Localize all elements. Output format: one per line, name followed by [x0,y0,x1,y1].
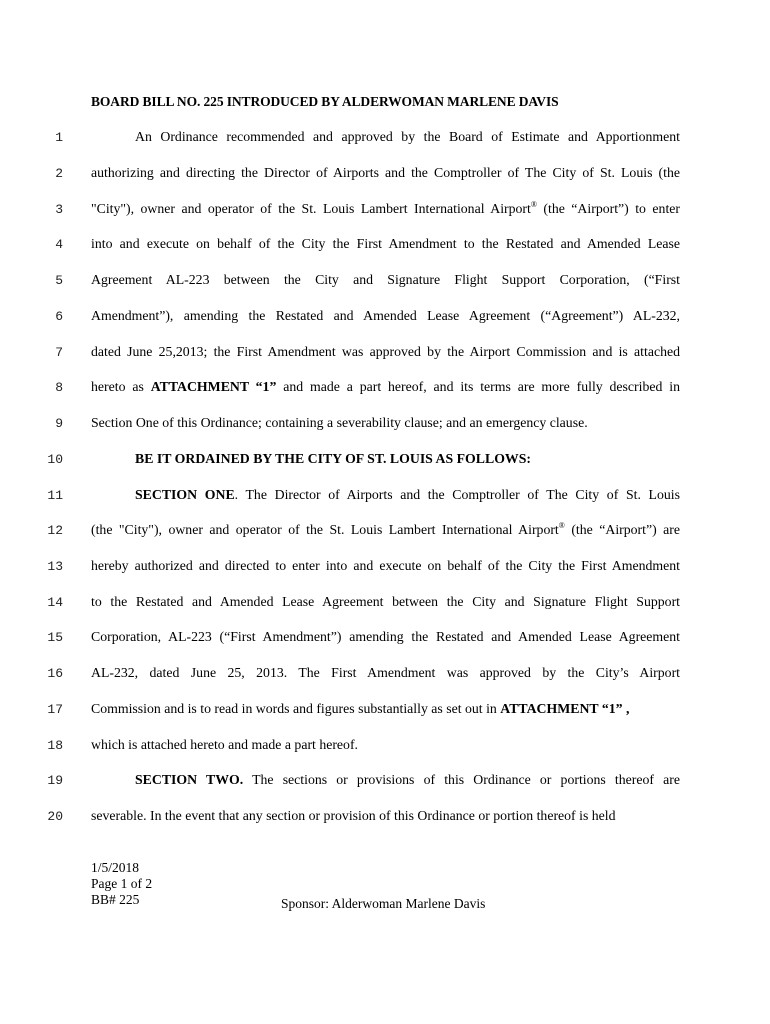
line-text: (the “Airport”) to enter [536,201,680,216]
footer-info [91,860,152,908]
document-line [91,271,680,289]
line-number: 12 [47,523,63,538]
line-text: Section One of this Ordinance; containing a severability clause; and an emergency clause. [91,415,588,430]
document-line [135,486,680,504]
registered-mark: ® [530,200,537,209]
footer-sponsor: Sponsor: Alderwoman Marlene Davis [281,896,486,911]
bold-text: SECTION ONE [135,487,235,502]
document-line [91,164,680,182]
line-text: An Ordinance recommended and approved by the Board of Estimate and Apportionment [135,129,680,144]
bold-text: BE IT ORDAINED BY THE CITY OF ST. LOUIS AS FOLLOWS: [135,451,531,466]
document-line [91,521,680,539]
document-line [91,557,680,575]
line-text: Amendment”), amending the Restated and Amended Lease Agreement (“Agreement”) AL-232, [91,308,680,323]
line-text: to the Restated and Amended Lease Agreement between the City and Signature Flight Support [91,594,680,609]
document-line [91,628,680,646]
line-number: 4 [55,237,63,252]
registered-mark: ® [558,521,565,530]
line-number: 3 [55,202,63,217]
line-text: . The Director of Airports and the Comptroller of The City of St. Louis [234,487,680,502]
line-number: 13 [47,559,63,574]
document-line [135,128,680,146]
line-number: 11 [47,488,63,503]
line-number: 20 [47,809,63,824]
document-line [91,235,680,253]
line-number: 2 [55,166,63,181]
line-text: The sections or provisions of this Ordinance or portions thereof are [243,772,680,787]
footer-bill-number: BB# 225 [91,892,140,907]
line-number: 8 [55,380,63,395]
line-text: AL-232, dated June 25, 2013. The First Amendment was approved by the City’s Airport [91,665,680,680]
document-line [91,807,680,825]
line-number: 10 [47,452,63,467]
document-line [91,307,680,325]
line-number: 15 [47,630,63,645]
line-number: 17 [47,702,63,717]
document-line [91,736,680,754]
footer-date: 1/5/2018 [91,860,140,875]
line-number: 7 [55,345,63,360]
line-number: 14 [47,595,63,610]
line-text: (the "City"), owner and operator of the St. Louis Lambert International Airport [91,522,559,537]
line-text: Agreement AL-223 between the City and Signature Flight Support Corporation, (“First [91,272,680,287]
line-number: 5 [55,273,63,288]
line-number: 6 [55,309,63,324]
line-number: 16 [47,666,63,681]
line-number: 1 [55,130,63,145]
document-line [91,200,680,218]
footer-page-number: Page 1 of 2 [91,876,153,891]
line-text: Corporation, AL-223 (“First Amendment”) amending the Restated and Amended Lease Agreement [91,629,680,644]
line-text: into and execute on behalf of the City the First Amendment to the Restated and Amended Lease [91,236,680,251]
line-text: Commission and is to read in words and figures substantially as set out in [91,701,501,716]
document-line [135,450,680,468]
bold-text: ATTACHMENT “1” , [500,701,630,716]
line-text: dated June 25,2013; the First Amendment was approved by the Airport Commission and is attached [91,344,680,359]
line-text: "City"), owner and operator of the St. Louis Lambert International Airport [91,201,531,216]
line-number: 9 [55,416,63,431]
line-text: hereby authorized and directed to enter into and execute on behalf of the City the First Amendment [91,558,680,573]
line-text: authorizing and directing the Director of Airports and the Comptroller of The City of St. Louis (the [91,165,680,180]
line-text: and made a part hereof, and its terms are more fully described in [276,379,680,394]
line-text: which is attached hereto and made a part hereof. [91,737,358,752]
bill-title: BOARD BILL NO. 225 INTRODUCED BY ALDERWOMAN MARLENE DAVIS [91,94,559,109]
document-line [91,664,680,682]
document-line [91,343,680,361]
document-line [91,378,680,396]
line-text: hereto as [91,379,151,394]
document-line [91,414,680,432]
document-line [135,771,680,789]
line-number: 19 [47,773,63,788]
bold-text: ATTACHMENT “1” [150,379,277,394]
document-line [91,593,680,611]
line-number: 18 [47,738,63,753]
bold-text: SECTION TWO. [135,772,244,787]
document-line [91,700,680,718]
line-text: severable. In the event that any section or provision of this Ordinance or portion thereof is held [91,808,616,823]
line-text: (the “Airport”) are [564,522,680,537]
